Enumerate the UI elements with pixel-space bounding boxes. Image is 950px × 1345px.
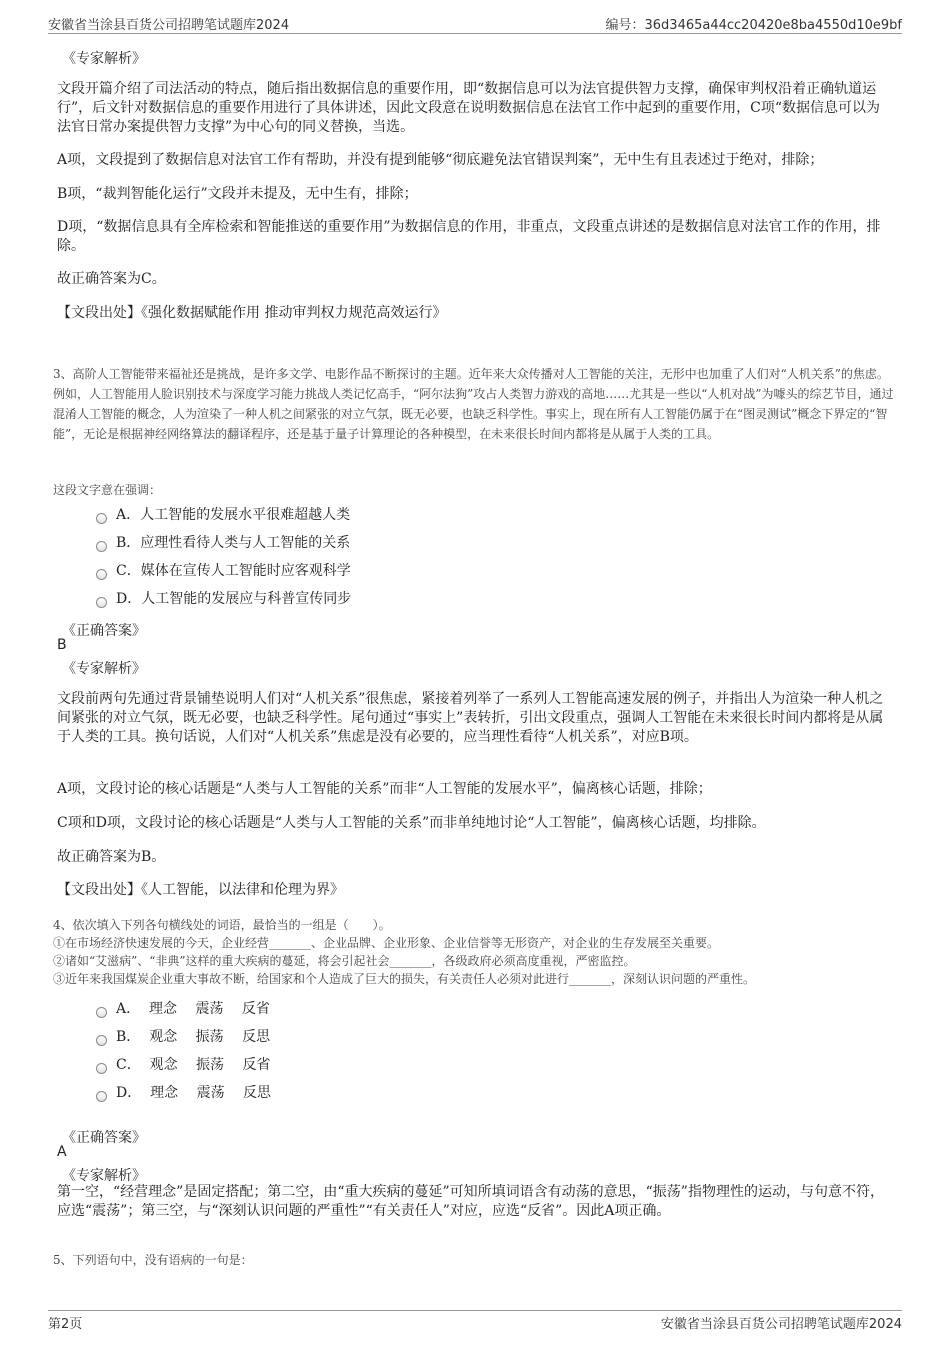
page-number: 第2页 [48, 1317, 83, 1332]
q2-conclusion: 故正确答案为C。 [57, 271, 166, 287]
option-label: A．人工智能的发展水平很难超越人类 [116, 507, 351, 523]
option-label: D．人工智能的发展应与科普宣传同步 [116, 591, 352, 607]
footer-title: 安徽省当涂县百货公司招聘笔试题库2024 [660, 1317, 902, 1332]
q3-analysis-paragraph: C项和D项，文段讨论的核心话题是“人类与人工智能的关系”而非单纯地讨论“人工智能”，偏离核心话题，均排除。 [57, 815, 766, 831]
radio-icon[interactable] [96, 597, 107, 608]
q3-answer-label: 《正确答案》 [62, 623, 146, 639]
q4-stem-line: ③近年来我国煤炭企业重大事故不断，给国家和个人造成了巨大的损失，有关责任人必须对此进行_______，深刻认识问题的严重性。 [53, 972, 756, 986]
q4-answer: A [57, 1144, 67, 1160]
option-label: D． 理念 震荡 反思 [116, 1085, 272, 1101]
q4-analysis-label: 《专家解析》 [62, 1168, 146, 1184]
q4-stem-line: ②诸如“艾滋病”、“非典”这样的重大疾病的蔓延，将会引起社会_______，各级政府必须高度重视，严密监控。 [53, 954, 636, 968]
header-serial: 编号：36d3465a44cc20420e8ba4550d10e9bf [605, 18, 902, 33]
option-label: B．应理性看待人类与人工智能的关系 [116, 535, 351, 551]
q2-analysis-label: 《专家解析》 [62, 51, 146, 67]
q2-source: 【文段出处】《强化数据赋能作用 推动审判权力规范高效运行》 [57, 305, 447, 321]
q3-conclusion: 故正确答案为B。 [57, 849, 166, 865]
header-divider [48, 33, 902, 34]
radio-icon[interactable] [96, 541, 107, 552]
q4-option-b[interactable] [96, 1022, 271, 1050]
q3-option-a[interactable] [96, 500, 351, 528]
q4-option-d[interactable] [96, 1078, 271, 1106]
q2-analysis-paragraph: A项，文段提到了数据信息对法官工作有帮助，并没有提到能够“彻底避免法官错误判案”，无中生有且表述过于绝对，排除； [57, 152, 824, 168]
q3-stem: 3、高阶人工智能带来福祉还是挑战，是许多文学、电影作品不断探讨的主题。近年来大众传播对人工智能的关注，无形中也加重了人们对“人机关系”的焦虑。例如，人工智能用人脸识别技术与深度学习能力挑战人类记忆高手，“阿尔法狗”攻占人类智力游戏的高地……尤其是一些以“人机对战”为噱头的综艺节目，通过混淆人工智能的概念，人为渲染了一种人机之间紧张的对立气氛，既无必要，也缺乏科学性。事实上，现在所有人工智能仍属于在“图灵测试”概念下界定的“智能”，无论是根据神经网络算法的翻译程序，还是基于量子计算理论的各种模型，在未来很长时间内都将是从属于人类的工具。 [53, 367, 894, 441]
q2-analysis-paragraph: D项，“数据信息具有全库检索和智能推送的重要作用”为数据信息的作用，非重点，文段重点讲述的是数据信息对法官工作的作用，排除。 [57, 219, 881, 254]
radio-icon[interactable] [96, 1063, 107, 1074]
q3-prompt: 这段文字意在强调： [53, 483, 162, 497]
q3-source: 【文段出处】《人工智能，以法律和伦理为界》 [57, 882, 344, 898]
footer-divider [48, 1310, 902, 1311]
q4-options [96, 994, 271, 1106]
radio-icon[interactable] [96, 1091, 107, 1102]
radio-icon[interactable] [96, 569, 107, 580]
header-title: 安徽省当涂县百货公司招聘笔试题库2024 [48, 18, 290, 33]
q3-analysis-paragraph: A项，文段讨论的核心话题是“人类与人工智能的关系”而非“人工智能的发展水平”，偏离核心话题，排除； [57, 781, 712, 797]
q4-stem-line: 4、依次填入下列各句横线处的词语，最恰当的一组是（ ）。 [53, 918, 391, 932]
option-label: C． 观念 振荡 反省 [116, 1057, 271, 1073]
q4-stem [53, 916, 898, 988]
option-label: C．媒体在宣传人工智能时应客观科学 [116, 563, 351, 579]
q3-options [96, 500, 351, 612]
q3-analysis-label: 《专家解析》 [62, 661, 146, 677]
q3-analysis-paragraph: 文段前两句先通过背景铺垫说明人们对“人机关系”很焦虑，紧接着列举了一系列人工智能高速发展的例子，并指出人为渲染一种人机之间紧张的对立气氛，既无必要，也缺乏科学性。尾句通过“事实上”表转折，引出文段重点，强调人工智能在未来很长时间内都将是从属于人类的工具。换句话说，人们对“人机关系”焦虑是没有必要的，应当理性看待“人机关系”，对应B项。 [57, 691, 884, 745]
radio-icon[interactable] [96, 1035, 107, 1046]
q4-option-c[interactable] [96, 1050, 271, 1078]
page-header [48, 10, 902, 32]
q4-stem-line: ①在市场经济快速发展的今天，企业经营_______、企业品牌、企业形象、企业信誉等无形资产，对企业的生存发展至关重要。 [53, 936, 720, 950]
option-label: B． 观念 振荡 反思 [116, 1029, 271, 1045]
q3-option-d[interactable] [96, 584, 351, 612]
option-label: A． 理念 震荡 反省 [116, 1001, 270, 1017]
q4-answer-label: 《正确答案》 [62, 1130, 146, 1146]
radio-icon[interactable] [96, 513, 107, 524]
q5-stem: 5、下列语句中，没有语病的一句是： [53, 1253, 253, 1267]
radio-icon[interactable] [96, 1007, 107, 1018]
q3-option-c[interactable] [96, 556, 351, 584]
q3-option-b[interactable] [96, 528, 351, 556]
q3-answer: B [57, 637, 67, 653]
q2-analysis-paragraph: 文段开篇介绍了司法活动的特点，随后指出数据信息的重要作用，即“数据信息可以为法官提供智力支撑，确保审判权沿着正确轨道运行”，后文针对数据信息的重要作用进行了具体讲述，因此文段意在说明数据信息在法官工作中起到的重要作用，C项“数据信息可以为法官日常办案提供智力支撑”为中心句的同义替换，当选。 [57, 81, 881, 135]
q4-analysis: 第一空，“经营理念”是固定搭配；第二空，由“重大疾病的蔓延”可知所填词语含有动荡的意思，“振荡”指物理性的运动，与句意不符，应选“震荡”；第三空，与“深刻认识问题的严重性”“有关责任人”对应，应选“反省”。因此A项正确。 [57, 1184, 884, 1219]
q2-analysis-paragraph: B项，“裁判智能化运行”文段并未提及，无中生有，排除； [57, 186, 418, 202]
q4-option-a[interactable] [96, 994, 271, 1022]
